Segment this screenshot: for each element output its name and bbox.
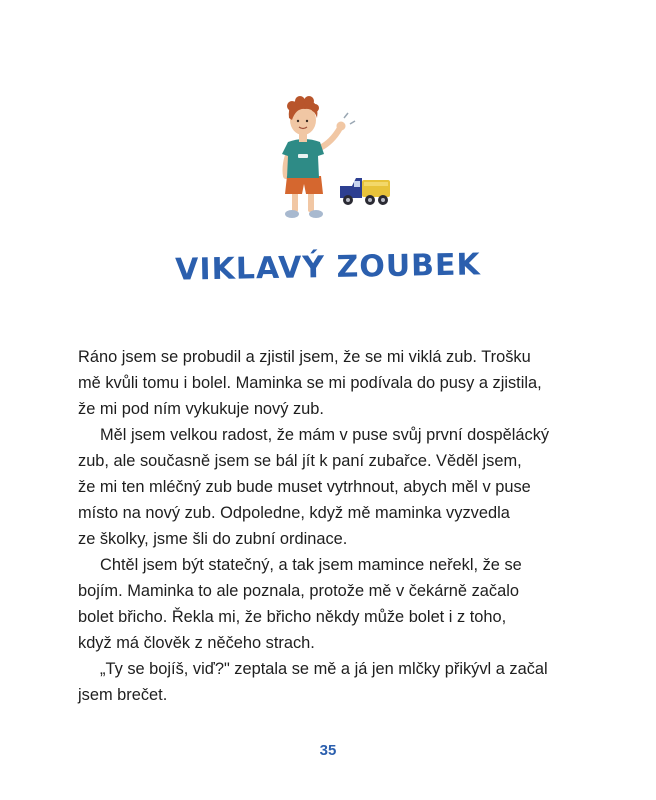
- story-line: zub, ale současně jsem se bál jít k paní zubařce. Věděl jsem,: [78, 452, 522, 470]
- story-line: místo na nový zub. Odpoledne, když mě maminka vyzvedla: [78, 504, 510, 522]
- story-line: bojím. Maminka to ale poznala, protože mě v čekárně začalo: [78, 582, 519, 600]
- boy-with-truck-icon: [270, 80, 400, 230]
- boy-illustration: [270, 80, 400, 230]
- story-line: Ráno jsem se probudil a zjistil jsem, že se mi viklá zub. Trošku: [78, 348, 531, 366]
- chapter-title: VIKLAVÝ ZOUBEK: [174, 247, 482, 288]
- story-line: jsem brečet.: [78, 686, 168, 704]
- story-line: že mi ten mléčný zub bude muset vytrhnout, abych měl v puse: [78, 478, 531, 496]
- story-line: Chtěl jsem být statečný, a tak jsem mamince neřekl, že se: [100, 556, 522, 574]
- story-text: [78, 344, 598, 708]
- story-line: když má člověk z něčeho strach.: [78, 634, 315, 652]
- story-line: ze školky, jsme šli do zubní ordinace.: [78, 530, 348, 548]
- story-line: že mi pod ním vykukuje nový zub.: [78, 400, 324, 418]
- story-line: bolet břicho. Řekla mi, že břicho někdy může bolet i z toho,: [78, 608, 507, 626]
- story-line: „Ty se bojíš, viď?" zeptala se mě a já jen mlčky přikývl a začal: [100, 660, 548, 678]
- story-line: mě kvůli tomu i bolel. Maminka se mi podívala do pusy a zjistila,: [78, 374, 542, 392]
- story-line: Měl jsem velkou radost, že mám v puse svůj první dospělácký: [100, 426, 550, 444]
- page-number: 35: [319, 742, 337, 759]
